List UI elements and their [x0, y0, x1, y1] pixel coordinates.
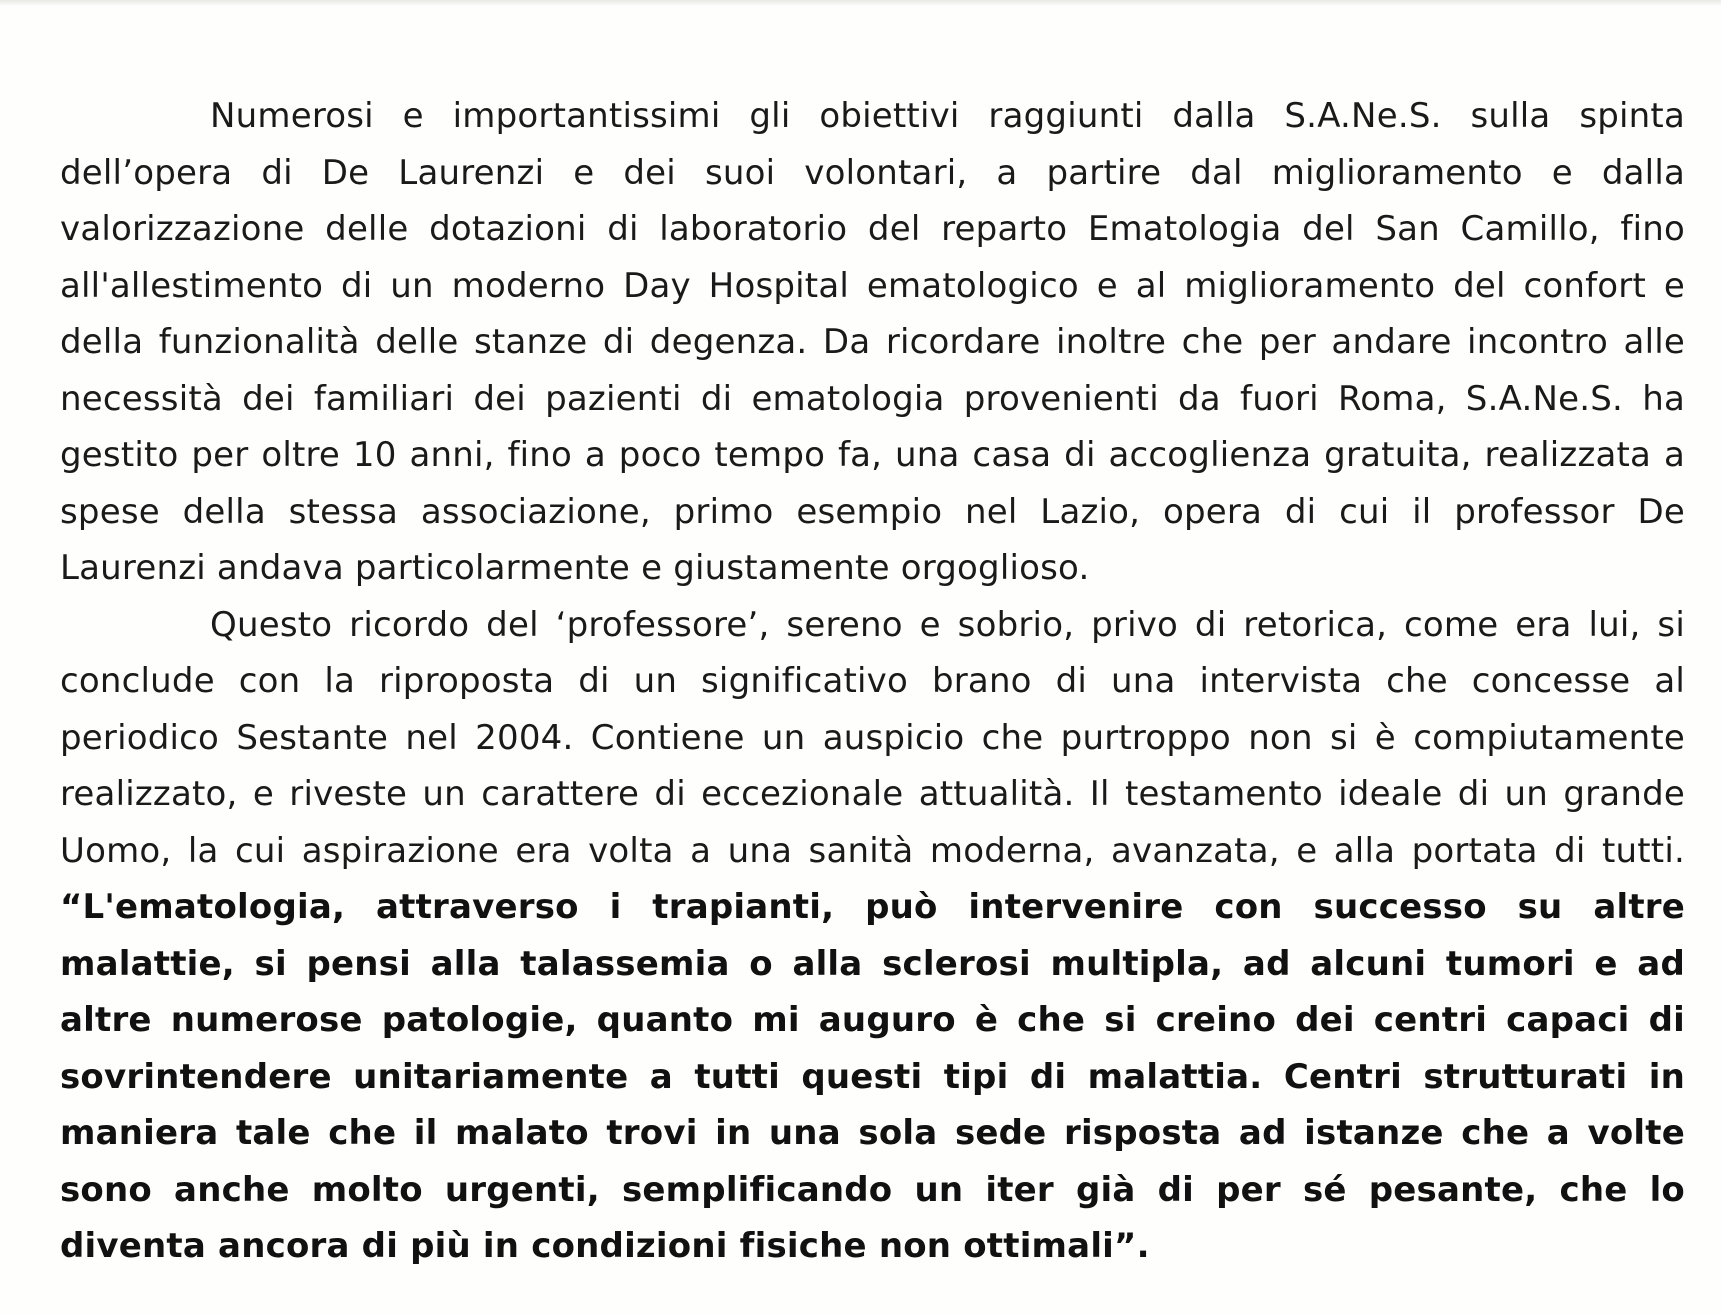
scan-edge-shadow: [0, 0, 1721, 6]
paragraph-2: [60, 597, 1685, 1275]
paragraph-2-text: Questo ricordo del ‘professore’, sereno e sobrio, privo di retorica, come era lui, si conclude con la riproposta di un significativo brano di una intervista che concesse al periodico Sestante nel 2004. Contiene un auspicio che purtroppo non si è compiutamente realizzato, e riveste un carattere di eccezionale attualità. Il testamento ideale di un grande Uomo, la cui aspirazione era volta a una sanità moderna, avanzata, e alla portata di tutti.: [60, 604, 1685, 871]
document-body: [60, 88, 1685, 1275]
paragraph-1: Numerosi e importantissimi gli obiettivi raggiunti dalla S.A.Ne.S. sulla spinta dell’opera di De Laurenzi e dei suoi volontari, a partire dal miglioramento e dalla valorizzazione delle dotazioni di laboratorio del reparto Ematologia del San Camillo, fino all'allestimento di un moderno Day Hospital ematologico e al miglioramento del confort e della funzionalità delle stanze di degenza. Da ricordare inoltre che per andare incontro alle necessità dei familiari dei pazienti di ematologia provenienti da fuori Roma, S.A.Ne.S. ha gestito per oltre 10 anni, fino a poco tempo fa, una casa di accoglienza gratuita, realizzata a spese della stessa associazione, primo esempio nel Lazio, opera di cui il professor De Laurenzi andava particolarmente e giustamente orgoglioso.: [60, 96, 1685, 588]
interview-quote: “L'ematologia, attraverso i trapianti, può intervenire con successo su altre malattie, si pensi alla talassemia o alla sclerosi multipla, ad alcuni tumori e ad altre numerose patologie, quanto mi auguro è che si creino dei centri capaci di sovrintendere unitariamente a tutti questi tipi di malattia. Centri strutturati in maniera tale che il malato trovi in una sola sede risposta ad istanze che a volte sono anche molto urgenti, semplificando un iter già di per sé pesante, che lo diventa ancora di più in condizioni fisiche non ottimali”.: [60, 887, 1685, 1266]
